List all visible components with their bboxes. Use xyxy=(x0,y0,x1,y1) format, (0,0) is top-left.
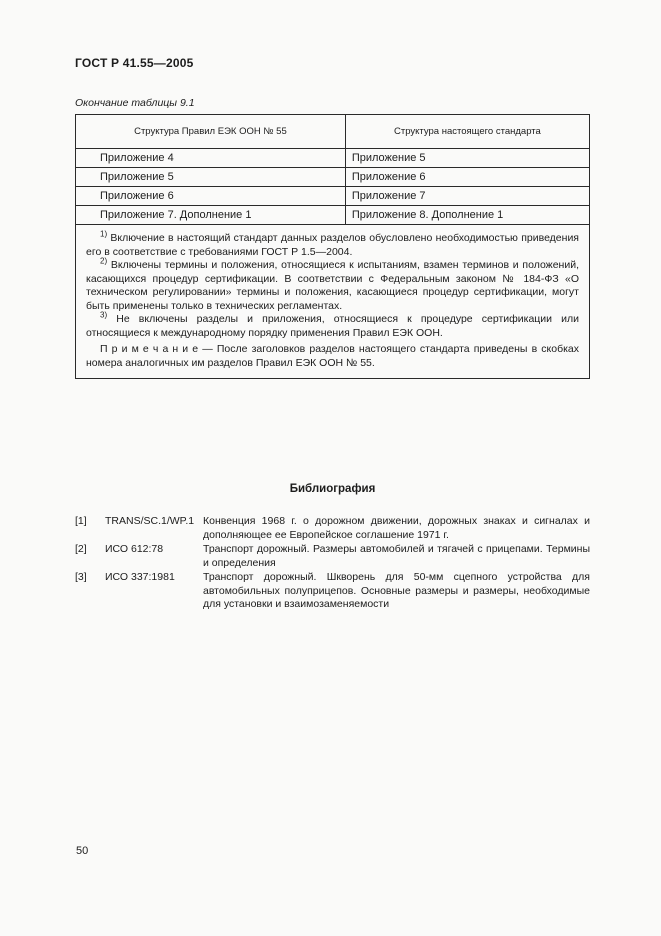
bibliography-list xyxy=(75,515,590,612)
entry-number: [1] xyxy=(75,515,87,527)
table-footnotes-cell xyxy=(76,225,590,379)
table-footnote xyxy=(86,229,579,259)
page-number: 50 xyxy=(76,845,89,857)
table-header xyxy=(76,115,590,149)
table-cell: Приложение 8. Дополнение 1 xyxy=(345,206,589,225)
entry-number: [2] xyxy=(75,543,87,555)
table-header-row xyxy=(76,115,590,149)
bibliography-entry xyxy=(75,515,590,542)
table-footnote xyxy=(86,310,580,340)
bibliography-entry xyxy=(75,571,590,612)
entry-text: Транспорт дорожный. Размеры автомобилей и тягачей с прицепами. Термины и определения xyxy=(203,543,590,569)
table-caption: Окончание таблицы 9.1 xyxy=(75,97,195,109)
entry-code: TRANS/SC.1/WP.1 xyxy=(105,515,195,527)
entry-number: [3] xyxy=(75,571,87,583)
column-header-left: Структура Правил ЕЭК ООН № 55 xyxy=(76,115,346,149)
footnote-marker: 1) xyxy=(100,229,108,239)
entry-text: Конвенция 1968 г. о дорожном движении, дорожных знаках и сигналах и дополняющее ее Европейское соглашение 1971 г. xyxy=(203,515,590,541)
table-row xyxy=(76,206,590,225)
footnote-marker: 2) xyxy=(100,256,108,266)
document-title: ГОСТ Р 41.55—2005 xyxy=(75,56,194,70)
entry-code: ИСО 612:78 xyxy=(105,543,164,555)
table-footnotes-row xyxy=(76,225,590,379)
comparison-table xyxy=(75,114,590,379)
table-cell: Приложение 6 xyxy=(76,187,346,206)
footnote-marker: 3) xyxy=(100,310,108,320)
table-footnote xyxy=(86,256,579,313)
table-note xyxy=(86,343,579,370)
column-header-right: Структура настоящего стандарта xyxy=(345,115,589,149)
bibliography-title: Библиография xyxy=(289,483,376,495)
entry-code: ИСО 337:1981 xyxy=(105,571,175,583)
table-cell: Приложение 4 xyxy=(76,149,346,168)
table-row xyxy=(76,149,590,168)
table-cell: Приложение 7. Дополнение 1 xyxy=(76,206,346,225)
footnote-text: Включение в настоящий стандарт данных разделов обусловлено необходимостью приведения его в соответствие с требованиями ГОСТ Р 1.5—2004. xyxy=(86,232,579,258)
table-row xyxy=(76,187,590,206)
table-cell: Приложение 5 xyxy=(345,149,589,168)
entry-text: Транспорт дорожный. Шкворень для 50-мм сцепного устройства для автомобильных полуприцепов. Основные размеры и размеры, необходимые для установки и взаимозаменяемости xyxy=(203,571,590,610)
table-cell: Приложение 5 xyxy=(76,168,346,187)
footnote-text: Не включены разделы и приложения, относящиеся к процедуре сертификации или относящиеся к международному порядку применения Правил ЕЭК ООН. xyxy=(86,313,580,339)
bibliography-entry xyxy=(75,543,590,570)
table-row xyxy=(76,168,590,187)
table-cell: Приложение 7 xyxy=(345,187,589,206)
footnote-text: Включены термины и положения, относящиеся к испытаниям, взамен терминов и положений, касающихся процедур сертификации. В соответствии с Федеральным законом № 184-ФЗ «О техническом регулировании» термины и положения, касающиеся процедур сертификации, могут быть применены только в технических регламентах. xyxy=(86,259,579,312)
table-body xyxy=(76,149,590,379)
note-label: П р и м е ч а н и е xyxy=(100,343,199,355)
note-text: — После заголовков разделов настоящего стандарта приведены в скобках номера аналогичных им разделов Правил ЕЭК ООН № 55. xyxy=(86,343,580,369)
table-cell: Приложение 6 xyxy=(345,168,589,187)
